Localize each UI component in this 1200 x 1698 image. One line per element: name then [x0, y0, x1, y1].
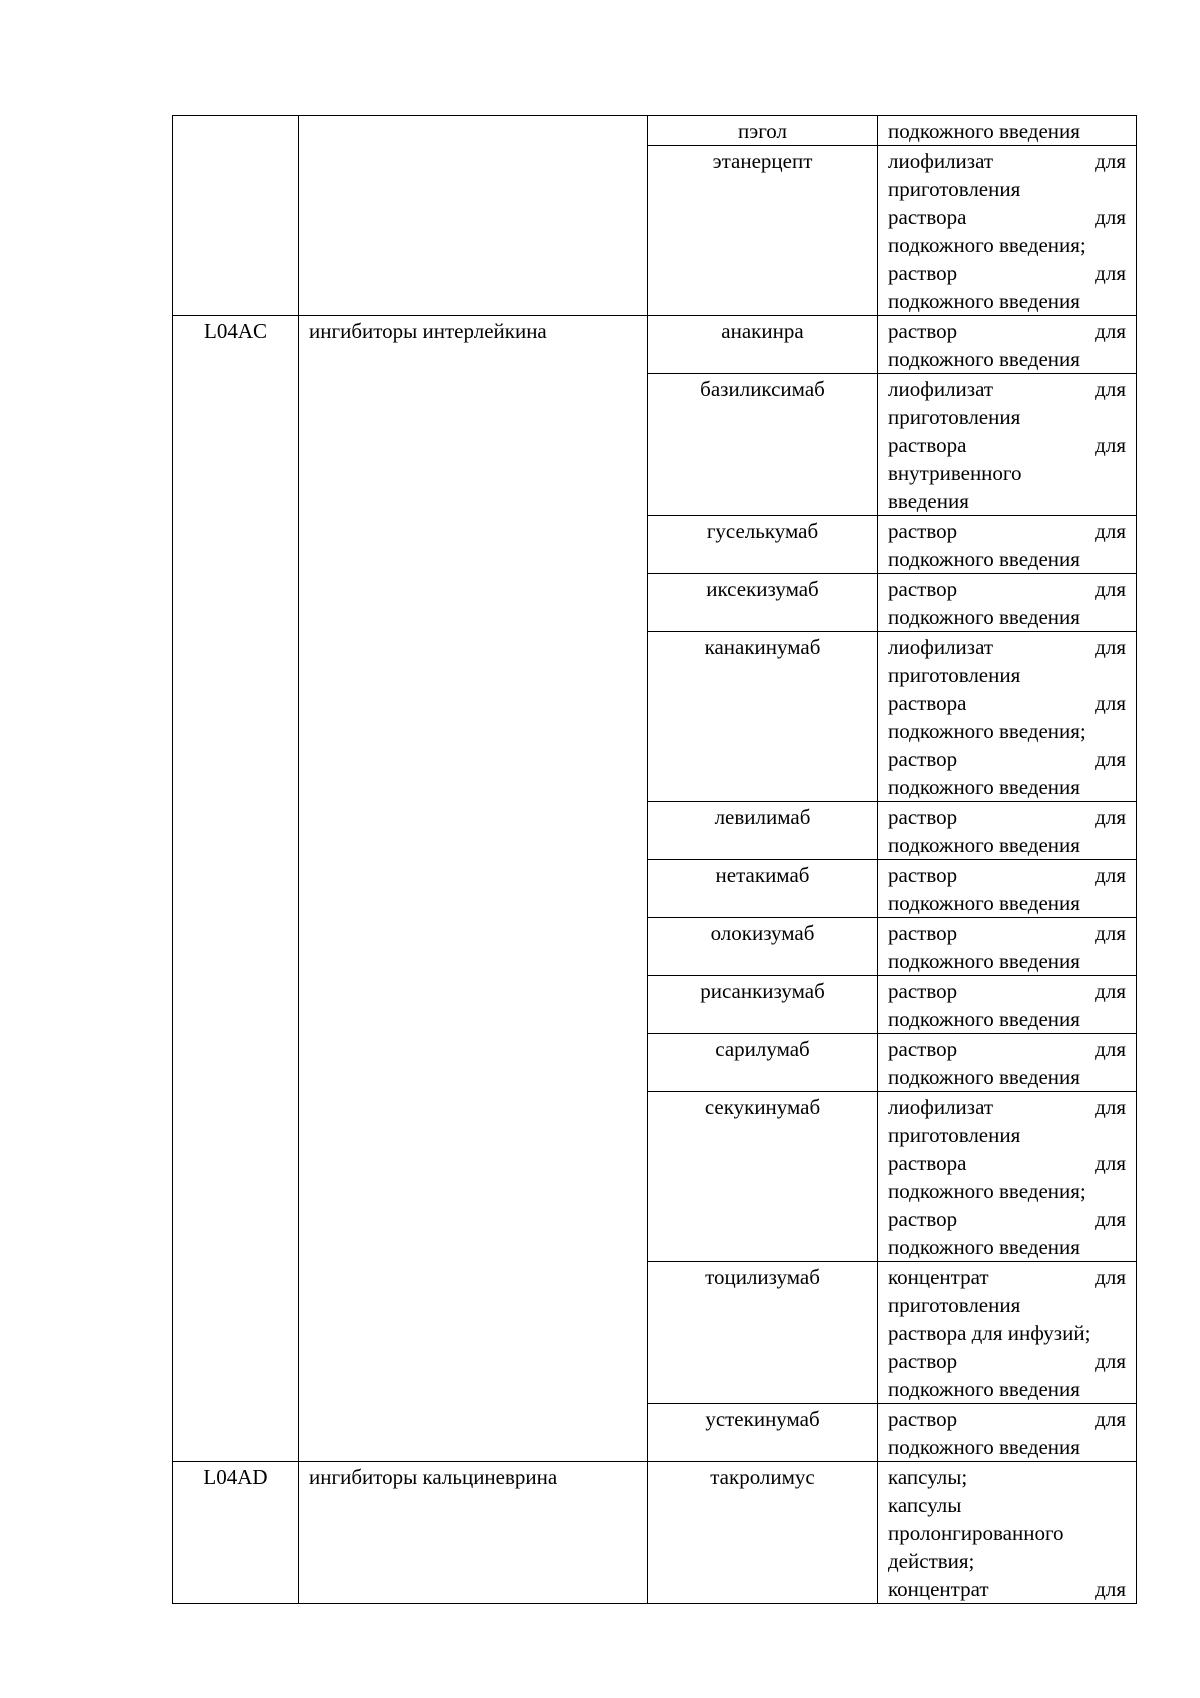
dosage-form-line: подкожного введения;: [888, 1179, 1086, 1203]
dosage-form-line: подкожного введения: [888, 891, 1080, 915]
dosage-form-line: приготовления: [888, 1123, 1021, 1147]
drug-name-cell: нетакимаб: [648, 860, 878, 918]
dosage-form-line: приготовления: [888, 177, 1021, 201]
dosage-form-line: приготовления: [888, 405, 1021, 429]
drug-name-cell: устекинумаб: [648, 1404, 878, 1462]
dosage-form-line: пролонгированного: [888, 1521, 1064, 1545]
drug-name-cell: тоцилизумаб: [648, 1262, 878, 1404]
dosage-form-line: лиофилизат для: [888, 1095, 1126, 1119]
dosage-form-cell: [878, 1262, 1137, 1404]
dosage-form-line: приготовления: [888, 663, 1021, 687]
dosage-form-line: раствора для: [888, 1151, 1126, 1175]
dosage-form-line: подкожного введения;: [888, 719, 1086, 743]
drug-name-cell: канакинумаб: [648, 632, 878, 802]
table-row: [173, 116, 1137, 146]
drug-table: [172, 115, 1137, 1604]
dosage-form-cell: [878, 1034, 1137, 1092]
dosage-form-line: концентрат для: [888, 1265, 1126, 1289]
group-cell: ингибиторы кальциневрина: [299, 1462, 648, 1604]
dosage-form-cell: [878, 1092, 1137, 1262]
group-cell: ингибиторы интерлейкина: [299, 316, 648, 1462]
dosage-form-line: лиофилизат для: [888, 635, 1126, 659]
drug-name-cell: иксекизумаб: [648, 574, 878, 632]
dosage-form-line: подкожного введения: [888, 1435, 1080, 1459]
dosage-form-line: раствора для: [888, 205, 1126, 229]
dosage-form-cell: [878, 516, 1137, 574]
dosage-form-line: подкожного введения: [888, 547, 1080, 571]
dosage-form-line: подкожного введения: [888, 289, 1080, 313]
dosage-form-line: введения: [888, 489, 969, 513]
dosage-form-line: подкожного введения: [888, 119, 1080, 143]
drug-name-cell: базиликсимаб: [648, 374, 878, 516]
dosage-form-line: капсулы;: [888, 1465, 968, 1489]
dosage-form-line: раствор для: [888, 577, 1126, 601]
dosage-form-line: раствора для инфузий;: [888, 1321, 1091, 1345]
dosage-form-cell: [878, 146, 1137, 316]
dosage-form-line: действия;: [888, 1549, 975, 1573]
dosage-form-cell: [878, 1462, 1137, 1604]
dosage-form-line: раствор для: [888, 747, 1126, 771]
atc-code-cell: L04AC: [173, 316, 299, 1462]
dosage-form-line: раствор для: [888, 805, 1126, 829]
dosage-form-line: раствор для: [888, 921, 1126, 945]
dosage-form-cell: [878, 1404, 1137, 1462]
dosage-form-line: подкожного введения: [888, 347, 1080, 371]
dosage-form-line: концентрат для: [888, 1577, 1126, 1601]
dosage-form-line: подкожного введения: [888, 1377, 1080, 1401]
dosage-form-line: капсулы: [888, 1493, 962, 1517]
dosage-form-cell: [878, 574, 1137, 632]
table-row: [173, 316, 1137, 374]
dosage-form-line: подкожного введения: [888, 833, 1080, 857]
dosage-form-line: подкожного введения: [888, 775, 1080, 799]
drug-name-cell: анакинра: [648, 316, 878, 374]
dosage-form-line: подкожного введения: [888, 1235, 1080, 1259]
dosage-form-line: раствор для: [888, 863, 1126, 887]
dosage-form-line: раствор для: [888, 319, 1126, 343]
atc-code-cell: L04AD: [173, 1462, 299, 1604]
dosage-form-cell: [878, 976, 1137, 1034]
dosage-form-line: подкожного введения;: [888, 233, 1086, 257]
group-cell: [299, 116, 648, 316]
dosage-form-line: внутривенного: [888, 461, 1022, 485]
dosage-form-cell: [878, 374, 1137, 516]
dosage-form-line: подкожного введения: [888, 1065, 1080, 1089]
drug-name-cell: сарилумаб: [648, 1034, 878, 1092]
dosage-form-line: подкожного введения: [888, 949, 1080, 973]
dosage-form-cell: [878, 860, 1137, 918]
drug-name-cell: секукинумаб: [648, 1092, 878, 1262]
dosage-form-line: подкожного введения: [888, 605, 1080, 629]
dosage-form-line: раствор для: [888, 519, 1126, 543]
drug-name-cell: гуселькумаб: [648, 516, 878, 574]
dosage-form-cell: [878, 632, 1137, 802]
dosage-form-cell: [878, 116, 1137, 146]
dosage-form-line: раствор для: [888, 1407, 1126, 1431]
drug-name-cell: этанерцепт: [648, 146, 878, 316]
dosage-form-cell: [878, 316, 1137, 374]
drug-name-cell: пэгол: [648, 116, 878, 146]
dosage-form-line: раствора для: [888, 433, 1126, 457]
dosage-form-line: лиофилизат для: [888, 149, 1126, 173]
dosage-form-line: приготовления: [888, 1293, 1021, 1317]
dosage-form-line: лиофилизат для: [888, 377, 1126, 401]
atc-code-cell: [173, 116, 299, 316]
dosage-form-line: раствора для: [888, 691, 1126, 715]
dosage-form-cell: [878, 918, 1137, 976]
dosage-form-line: раствор для: [888, 1349, 1126, 1373]
drug-name-cell: такролимус: [648, 1462, 878, 1604]
dosage-form-line: раствор для: [888, 1037, 1126, 1061]
drug-name-cell: левилимаб: [648, 802, 878, 860]
dosage-form-cell: [878, 802, 1137, 860]
drug-name-cell: рисанкизумаб: [648, 976, 878, 1034]
dosage-form-line: подкожного введения: [888, 1007, 1080, 1031]
dosage-form-line: раствор для: [888, 1207, 1126, 1231]
drug-name-cell: олокизумаб: [648, 918, 878, 976]
dosage-form-line: раствор для: [888, 979, 1126, 1003]
dosage-form-line: раствор для: [888, 261, 1126, 285]
table-row: [173, 1462, 1137, 1604]
